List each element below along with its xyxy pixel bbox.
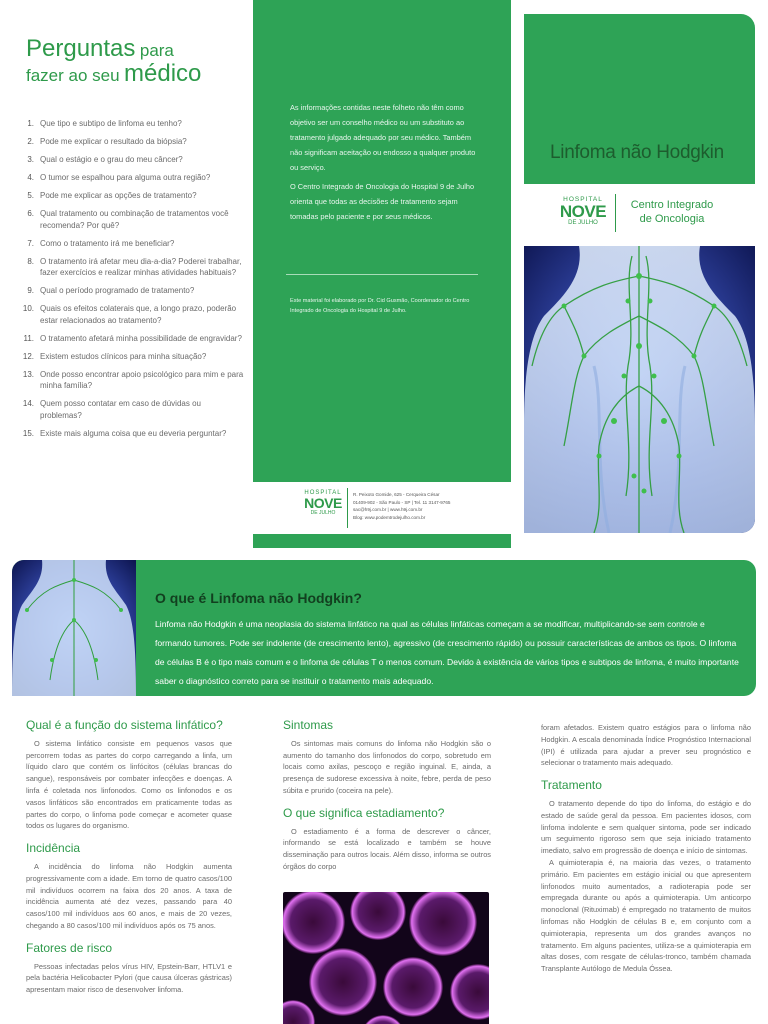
section-text-what-is: Linfoma não Hodgkin é uma neoplasia do sistema linfático na qual as células linfáticas começam a se modificar, multiplicando-se sem controle e formando tumores. Pode ser indolente (de crescimento lento), agressivo (de crescimento rápido) ou possuir características de ambos os tipos. O linfoma de células B é o tipo mais comum e o linfoma de células T o menos comum. Devido à existência de vários tipos e subtipos de linfoma, é muito importante saber o diagnóstico correto para se instituir o tratamento mais adequado. (155, 619, 739, 686)
section-title-incidence: Incidência (26, 841, 81, 856)
column-3 (541, 722, 751, 986)
cover-title: Linfoma não Hodgkin (550, 142, 724, 163)
logo-dejulho-text: DE JULHO (310, 510, 336, 516)
section-title-staging: O que significa estadiamento? (283, 805, 445, 820)
section-text-treatment-2: A quimioterapia é, na maioria das vezes, o tratamento primário. Em pacientes em estágio inicial ou que apresentem linfonodos muito aumentados, a radioterapia pode ser empregada durante ou após a quimioterapia. Um anticorpo monoclonal (Rituximab) é empregado no tratamento de muitos linfomas não Hodgkin de células B e, em conjunto com a quimioterapia, representa um dos grandes avanços no tratamento. Em alguns pacientes, utiliza-se a quimioterapia em altas doses, com resgate de células-tronco, também chamada Transplante Autólogo de Medula Óssea. (541, 857, 751, 974)
question-text: O tratamento irá afetar meu dia-a-dia? Poderei trabalhar, fazer exercícios e realizar minhas atividades habituais? (40, 256, 242, 277)
lymphatic-system-illustration (524, 246, 755, 533)
title-perguntas: Perguntas (26, 35, 136, 62)
column-1 (26, 720, 232, 1007)
question-item (22, 154, 244, 166)
center-line-1: Centro Integrado (630, 199, 714, 211)
logo-separator (615, 194, 616, 232)
section-symptoms (283, 720, 491, 797)
section-text-treatment-1: O tratamento depende do tipo do linfoma, do estágio e do estado de saúde geral da pessoa. Em pacientes idosos, com linfoma indolente e sem qualquer sintoma, pode ser indicado um seguimento rigoroso sem que seja iniciado tratamento imediato, salvo em progressão de doença e início de sintomas. (541, 798, 751, 856)
question-text: Quais os efeitos colaterais que, a longo prazo, poderão estar relacionados ao tratamento? (40, 304, 237, 325)
section-staging-continued (541, 722, 751, 769)
footer-separator (347, 488, 348, 528)
section-title-what-is: O que é Linfoma não Hodgkin? (155, 590, 362, 606)
question-number: 3. (27, 155, 34, 164)
question-number: 15. (22, 428, 34, 438)
section-text-incidence: A incidência do linfoma não Hodgkin aumenta progressivamente com a idade. Em torno de quatro casos/100 mil indivíduos ocorrem na faixa dos 20 anos. A taxa de incidência aumenta até dez vezes, passando para 40 casos/100 mil indivíduos aos 60 anos, e mais de 20 vezes, chegando a 80 casos/100 mil indivíduos após os 75 anos. (26, 861, 232, 930)
column-2 (283, 720, 491, 1024)
divider-line (286, 274, 478, 275)
logo-nove-text: NOVE (304, 495, 342, 511)
cover-header (524, 14, 755, 184)
disclaimer-paragraph-2: O Centro Integrado de Oncologia do Hospital 9 de Julho orienta que todas as decisões de tratamento sejam tomadas pelo paciente e por seus médicos. (290, 182, 475, 221)
question-number: 12. (22, 351, 34, 361)
question-text: Quem posso contatar em caso de dúvidas ou problemas? (40, 399, 201, 420)
question-item (22, 303, 244, 326)
question-text: Pode me explicar as opções de tratamento? (40, 191, 197, 200)
question-item (22, 351, 244, 363)
question-item (22, 333, 244, 345)
question-text: O tumor se espalhou para alguma outra região? (40, 173, 211, 182)
question-number: 11. (23, 333, 34, 343)
disclaimer-paragraph-1: As informações contidas neste folheto não têm como objetivo ser um conselho médico ou um substituto ao tratamento julgado adequado por seu médico. Também não significam aceitação ou endosso a qualquer produto ou serviço. (290, 103, 476, 172)
address-line: R. Peixoto Gomide, 625 - Cerqueira César (353, 492, 440, 497)
question-item (22, 428, 244, 440)
torso-illustration (12, 560, 136, 696)
logo-hospital-text: HOSPITAL (304, 490, 342, 496)
question-number: 6. (27, 209, 34, 218)
title-fazer-ao-seu: fazer ao seu (26, 66, 120, 86)
question-item (22, 369, 244, 392)
question-number: 2. (27, 137, 34, 146)
section-text-risk-factors: Pessoas infectadas pelos vírus HIV, Epstein-Barr, HTLV1 e pela bactéria Helicobacter Pylori (que causa úlceras gástricas) apresentam maior risco de desenvolver linfoma. (26, 961, 232, 995)
question-number: 5. (27, 191, 34, 200)
section-text-staging-continued: foram afetados. Existem quatro estágios para o linfoma não Hodgkin. A escala denominada Índice Prognóstico Internacional (IPI) é utilizada para ajudar a prever seu prognóstico e selecionar o tratamento mais adequado. (541, 723, 751, 768)
question-text: Qual o estágio e o grau do meu câncer? (40, 155, 183, 164)
center-line-2: de Oncologia (639, 213, 705, 225)
section-title-treatment: Tratamento (541, 778, 602, 793)
question-item (22, 285, 244, 297)
question-item (22, 118, 244, 130)
question-item (22, 208, 244, 231)
question-text: Existem estudos clínicos para minha situação? (40, 351, 207, 361)
question-number: 10. (22, 304, 34, 313)
contact-address (353, 491, 450, 521)
section-title-risk-factors: Fatores de risco (26, 940, 113, 955)
section-treatment (541, 780, 751, 975)
oncology-center-name (622, 198, 722, 226)
section-function (26, 720, 232, 832)
question-text: Pode me explicar o resultado da biópsia? (40, 137, 187, 146)
question-item (22, 398, 244, 421)
question-number: 13. (22, 369, 34, 379)
questions-list (22, 118, 244, 446)
hospital-logo (301, 490, 345, 516)
section-text-staging: O estadiamento é a forma de descrever o câncer, informando se está localizado e também se houve disseminação para outros locais. Além disso, informa se outros órgãos do corpo (283, 826, 491, 871)
what-is-lymphoma-band (12, 560, 756, 696)
section-text-function: O sistema linfático consiste em pequenos vasos que percorrem todas as partes do corpo carregando a linfa, um líquido claro que contém os linfócitos (células brancas do sangue), responsáveis por combater infecções e doenças. A linfa é coletada nos linfonodos. Como os linfonodos e os vasos linfáticos são encontrados em praticamente todas as partes do corpo, o linfoma pode começar e acometer quase todos os lugares do organismo. (26, 738, 232, 831)
logo-dejulho-text: DE JULHO (568, 220, 598, 226)
questions-panel (0, 0, 252, 548)
section-title-function: Qual é a função do sistema linfático? (26, 718, 223, 732)
logo-nove-text: NOVE (559, 202, 607, 221)
address-line: 01409-902 - São Paulo - SP | Tel. 11 3147-9765 (353, 499, 451, 505)
section-text-symptoms: Os sintomas mais comuns do linfoma não Hodgkin são o aumento do tamanho dos linfonodos do corpo, sobretudo em locais como axilas, pescoço e região inguinal. E, ainda, a presença de sudorese excessiva à noite, febre, perda de peso súbita e prurido (coceira na pele). (283, 738, 491, 795)
hospital-logo (556, 196, 610, 226)
question-item (22, 172, 244, 184)
question-number: 14. (22, 399, 34, 408)
question-text: Como o tratamento irá me beneficiar? (40, 238, 175, 248)
question-item (22, 238, 244, 250)
question-text: Existe mais alguma coisa que eu deveria perguntar? (40, 428, 227, 438)
question-number: 1. (27, 119, 34, 128)
question-number: 7. (27, 238, 34, 248)
section-risk-factors (26, 940, 232, 996)
disclaimer-panel (253, 0, 511, 548)
question-text: O tratamento afetará minha possibilidade de engravidar? (40, 333, 242, 343)
question-text: Qual o período programado de tratamento? (40, 286, 195, 295)
contact-blog[interactable]: Blog: www.podemtrodejulho.com.br (353, 514, 426, 520)
section-incidence (26, 843, 232, 932)
section-title-symptoms: Sintomas (283, 718, 334, 732)
title-para: para (139, 41, 174, 60)
question-number: 4. (27, 173, 34, 182)
section-staging (283, 805, 491, 873)
question-item (22, 256, 244, 279)
question-text: Que tipo e subtipo de linfoma eu tenho? (40, 119, 182, 128)
question-text: Onde posso encontrar apoio psicológico para mim e para minha família? (40, 369, 244, 390)
disclaimer-text (290, 100, 480, 228)
logo-hospital-text: HOSPITAL (563, 196, 603, 203)
cover-panel (524, 14, 755, 533)
question-item (22, 190, 244, 202)
question-number: 8. (27, 256, 34, 266)
question-text: Qual tratamento ou combinação de tratamentos você recomenda? Por quê? (40, 209, 229, 230)
title-medico: médico (124, 60, 202, 88)
question-number: 9. (27, 286, 34, 295)
question-item (22, 136, 244, 148)
author-credit: Este material foi elaborado por Dr. Cid Gusmão, Coordenador do Centro Integrado de Oncologia do Hospital 9 de Julho. (290, 298, 470, 314)
lymphoma-cells-image (283, 892, 489, 1024)
questions-title (26, 36, 201, 86)
contact-email-site[interactable]: sac@h9j.com.br | www.h9j.com.br (353, 507, 423, 513)
contact-footer (253, 482, 511, 534)
